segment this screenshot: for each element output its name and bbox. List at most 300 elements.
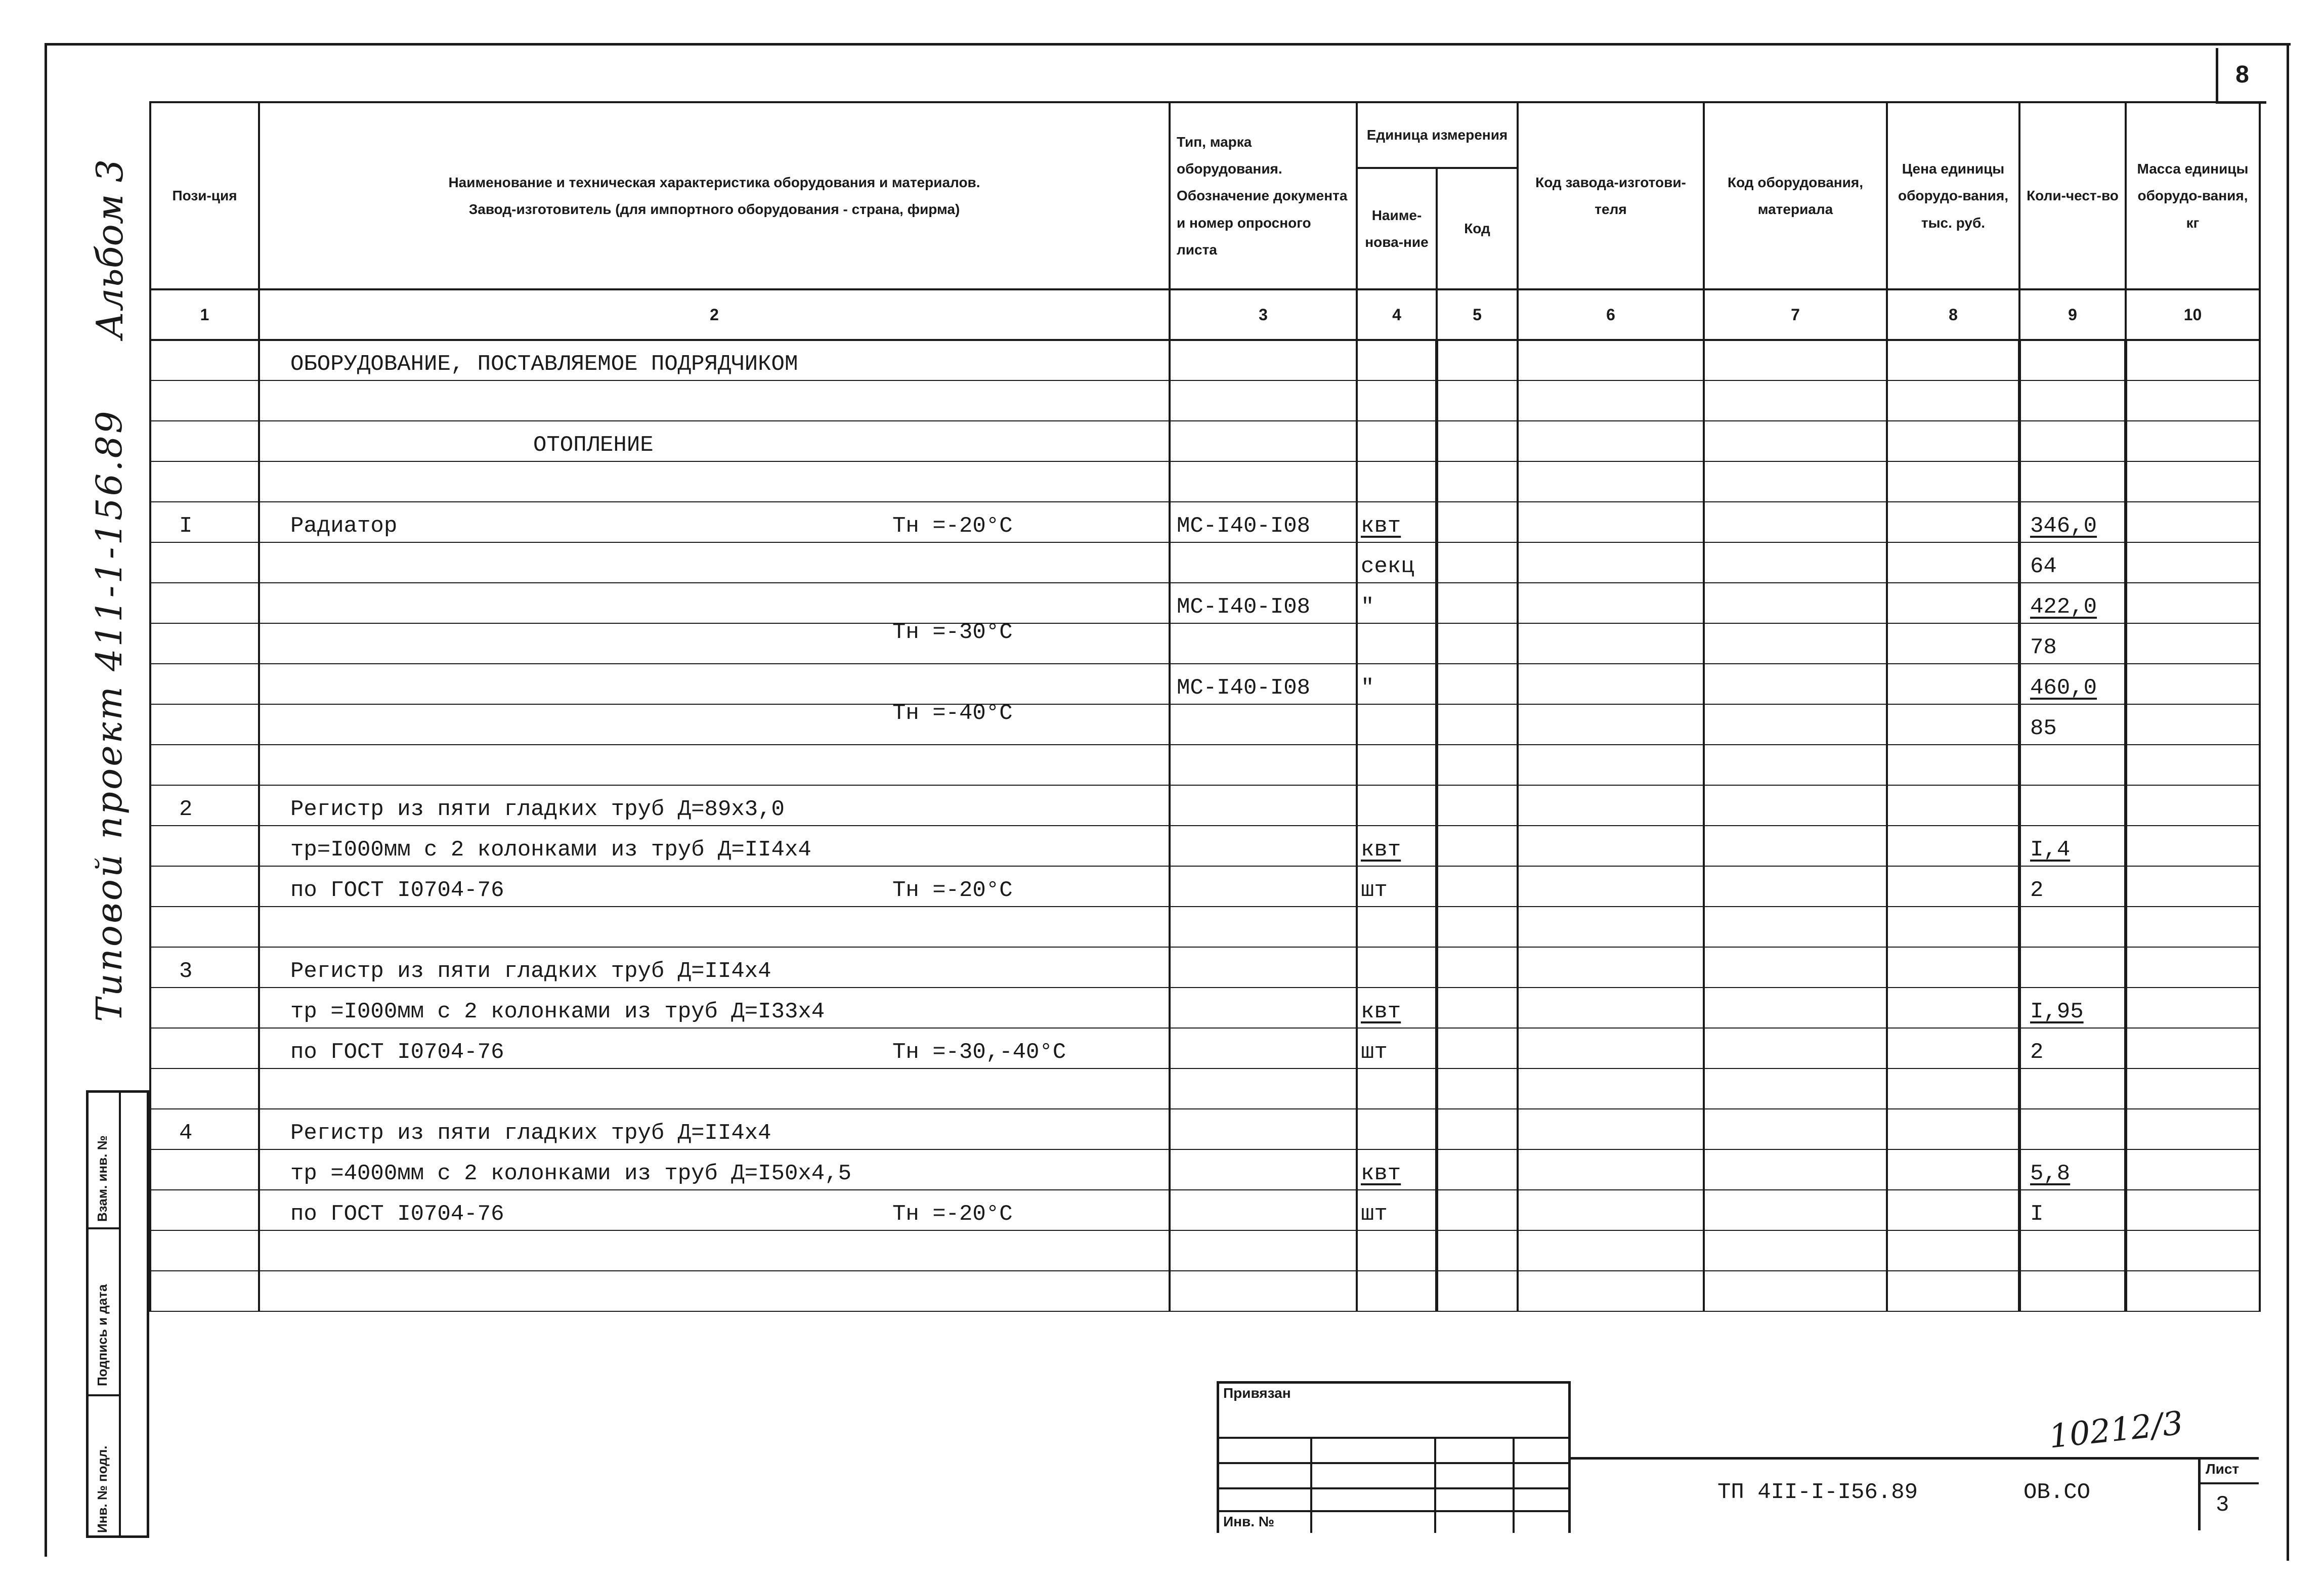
cell-factory-code	[1518, 623, 1704, 664]
cell-unit-code	[1437, 1230, 1518, 1271]
temperature-text: Тн =-20°С	[892, 878, 1013, 903]
quantity-text: I,95	[2030, 999, 2084, 1024]
cell-unit-code	[1437, 664, 1518, 704]
cell-price	[1887, 988, 2019, 1028]
cell-type	[1170, 664, 1357, 704]
cell-unit-code	[1437, 542, 1518, 583]
cell-mass	[2126, 745, 2260, 785]
cell-equipment-code	[1704, 785, 1887, 826]
header-name-line2: Завод-изготовитель (для импортного оборудования - страна, фирма)	[468, 201, 960, 217]
cell-factory-code	[1518, 340, 1704, 380]
cell-quantity	[2019, 421, 2126, 461]
cell-unit-code	[1437, 704, 1518, 745]
cell-factory-code	[1518, 542, 1704, 583]
cell-unit-code	[1437, 988, 1518, 1028]
cell-mass	[2126, 988, 2260, 1028]
cell-price	[1887, 947, 2019, 988]
table-row	[150, 502, 2260, 542]
cell-quantity	[2019, 785, 2126, 826]
temperature-text: Тн =-20°С	[892, 513, 1013, 539]
cell-quantity	[2019, 704, 2126, 745]
table-row	[150, 461, 2260, 502]
col-number: 9	[2019, 289, 2126, 340]
cell-factory-code	[1518, 826, 1704, 866]
cell-name	[259, 704, 1170, 745]
cell-quantity	[2019, 947, 2126, 988]
cell-unit	[1357, 907, 1437, 947]
cell-position	[150, 542, 259, 583]
cell-type	[1170, 785, 1357, 826]
cell-factory-code	[1518, 785, 1704, 826]
temperature-text: Тн =-30,-40°С	[892, 1040, 1066, 1065]
cell-type	[1170, 1068, 1357, 1109]
col-number: 1	[150, 289, 259, 340]
name-text: по ГОСТ I0704-76	[290, 1202, 504, 1227]
cell-unit-code	[1437, 340, 1518, 380]
cell-name	[259, 461, 1170, 502]
sheet-border-right	[2287, 43, 2289, 1561]
cell-price	[1887, 421, 2019, 461]
col-number: 7	[1704, 289, 1887, 340]
cell-mass	[2126, 866, 2260, 907]
cell-unit-code	[1437, 1149, 1518, 1190]
cell-name	[259, 907, 1170, 947]
name-text: тр =I000мм с 2 колонками из труб Д=I33х4	[290, 999, 825, 1024]
cell-name	[259, 380, 1170, 421]
cell-unit	[1357, 664, 1437, 704]
header-position: Пози-ция	[150, 102, 259, 289]
name-text: Радиатор	[290, 513, 398, 539]
cell-price	[1887, 542, 2019, 583]
sheet-label: Лист	[2206, 1461, 2240, 1477]
cell-mass	[2126, 502, 2260, 542]
name-text: тр=I000мм с 2 колонками из труб Д=II4х4	[290, 837, 811, 863]
header-mass: Масса единицы оборудо-вания, кг	[2126, 102, 2260, 289]
cell-factory-code	[1518, 907, 1704, 947]
stamp-label-inv-orig: Инв. № подл.	[95, 1445, 110, 1533]
cell-factory-code	[1518, 988, 1704, 1028]
cell-position	[150, 866, 259, 907]
cell-mass	[2126, 1028, 2260, 1068]
cell-type	[1170, 461, 1357, 502]
cell-quantity	[2019, 583, 2126, 623]
cell-mass	[2126, 1271, 2260, 1311]
tb-line	[1217, 1510, 1571, 1512]
tb-line	[1217, 1462, 1571, 1464]
cell-unit	[1357, 866, 1437, 907]
cell-equipment-code	[1704, 947, 1887, 988]
side-project-title: Типовой проект 411-1-156.89	[89, 409, 130, 1022]
table-row	[150, 1230, 2260, 1271]
table-row	[150, 947, 2260, 988]
cell-unit	[1357, 502, 1437, 542]
cell-unit-code	[1437, 461, 1518, 502]
quantity-text: 64	[2030, 554, 2057, 579]
cell-price	[1887, 745, 2019, 785]
cell-mass	[2126, 1068, 2260, 1109]
cell-quantity	[2019, 826, 2126, 866]
cell-mass	[2126, 380, 2260, 421]
cell-position	[150, 664, 259, 704]
cell-unit	[1357, 745, 1437, 785]
cell-position	[150, 785, 259, 826]
cell-type	[1170, 623, 1357, 664]
col-number: 10	[2126, 289, 2260, 340]
cell-unit	[1357, 380, 1437, 421]
cell-unit	[1357, 704, 1437, 745]
header-quantity: Коли-чест-во	[2019, 102, 2126, 289]
specification-table	[149, 101, 2261, 1312]
cell-quantity	[2019, 866, 2126, 907]
header-unit-group: Единица измерения	[1357, 102, 1518, 168]
table-row	[150, 1149, 2260, 1190]
cell-factory-code	[1518, 1068, 1704, 1109]
cell-unit	[1357, 1230, 1437, 1271]
cell-position	[150, 1190, 259, 1230]
header-equipment-code: Код оборудования, материала	[1704, 102, 1887, 289]
table-row	[150, 623, 2260, 664]
cell-type	[1170, 1271, 1357, 1311]
cell-unit-code	[1437, 866, 1518, 907]
cell-position	[150, 623, 259, 664]
cell-unit-code	[1437, 785, 1518, 826]
position-text: 3	[179, 959, 193, 984]
cell-position	[150, 421, 259, 461]
cell-unit	[1357, 583, 1437, 623]
quantity-text: I,4	[2030, 837, 2071, 863]
cell-mass	[2126, 623, 2260, 664]
table-row	[150, 988, 2260, 1028]
quantity-text: 78	[2030, 635, 2057, 660]
cell-position	[150, 988, 259, 1028]
cell-quantity	[2019, 380, 2126, 421]
cell-mass	[2126, 461, 2260, 502]
cell-quantity	[2019, 1028, 2126, 1068]
cell-quantity	[2019, 461, 2126, 502]
cell-mass	[2126, 1190, 2260, 1230]
cell-unit-code	[1437, 1190, 1518, 1230]
cell-unit	[1357, 1190, 1437, 1230]
cell-name	[259, 1068, 1170, 1109]
cell-type	[1170, 704, 1357, 745]
name-text: Регистр из пяти гладких труб Д=II4х4	[290, 1121, 771, 1146]
column-numbers-row	[150, 289, 2260, 340]
cell-name	[259, 623, 1170, 664]
cell-equipment-code	[1704, 1028, 1887, 1068]
table-row	[150, 583, 2260, 623]
cell-position	[150, 826, 259, 866]
cell-mass	[2126, 704, 2260, 745]
col-number: 5	[1437, 289, 1518, 340]
table-row	[150, 1028, 2260, 1068]
unit-text: квт	[1361, 837, 1401, 863]
cell-equipment-code	[1704, 988, 1887, 1028]
specification-body	[150, 340, 2260, 1311]
cell-name	[259, 1149, 1170, 1190]
cell-name	[259, 583, 1170, 645]
stamp-divider	[119, 1093, 121, 1535]
cell-price	[1887, 380, 2019, 421]
cell-type	[1170, 826, 1357, 866]
cell-mass	[2126, 542, 2260, 583]
cell-quantity	[2019, 1109, 2126, 1149]
cell-equipment-code	[1704, 421, 1887, 461]
table-row	[150, 785, 2260, 826]
type-text: МС-I40-I08	[1177, 513, 1311, 539]
cell-price	[1887, 907, 2019, 947]
cell-quantity	[2019, 907, 2126, 947]
name-text: по ГОСТ I0704-76	[290, 1040, 504, 1065]
table-row	[150, 1190, 2260, 1230]
cell-factory-code	[1518, 1028, 1704, 1068]
cell-name	[259, 745, 1170, 785]
cell-factory-code	[1518, 1149, 1704, 1190]
cell-factory-code	[1518, 704, 1704, 745]
table-row	[150, 542, 2260, 583]
cell-equipment-code	[1704, 1230, 1887, 1271]
type-text: МС-I40-I08	[1177, 594, 1311, 620]
cell-equipment-code	[1704, 1271, 1887, 1311]
cell-equipment-code	[1704, 461, 1887, 502]
header-name-line1: Наименование и техническая характеристика оборудования и материалов.	[448, 174, 980, 190]
cell-unit	[1357, 542, 1437, 583]
page-number: 8	[2216, 48, 2266, 104]
cell-type	[1170, 907, 1357, 947]
side-album-label: Альбом 3	[89, 159, 131, 339]
temperature-text: Тн =-40°С	[892, 701, 1013, 726]
cell-position	[150, 745, 259, 785]
cell-position	[150, 583, 259, 623]
cell-equipment-code	[1704, 1149, 1887, 1190]
cell-price	[1887, 704, 2019, 745]
cell-unit	[1357, 785, 1437, 826]
cell-quantity	[2019, 745, 2126, 785]
tb-line	[1434, 1437, 1436, 1533]
header-factory-code: Код завода-изготови-теля	[1518, 102, 1704, 289]
cell-quantity	[2019, 623, 2126, 664]
cell-equipment-code	[1704, 583, 1887, 623]
stamp-column	[86, 1090, 149, 1538]
cell-name	[259, 785, 1170, 826]
cell-equipment-code	[1704, 826, 1887, 866]
cell-quantity	[2019, 1068, 2126, 1109]
cell-type	[1170, 1028, 1357, 1068]
quantity-text: 460,0	[2030, 675, 2097, 701]
cell-price	[1887, 1068, 2019, 1109]
cell-unit	[1357, 947, 1437, 988]
tb-line	[2198, 1482, 2259, 1484]
position-text: 2	[179, 797, 193, 822]
cell-unit-code	[1437, 1068, 1518, 1109]
cell-price	[1887, 623, 2019, 664]
cell-mass	[2126, 1149, 2260, 1190]
sheet-border-top	[45, 43, 2291, 46]
tb-line	[1513, 1437, 1515, 1533]
col-number: 3	[1170, 289, 1357, 340]
cell-mass	[2126, 947, 2260, 988]
cell-position	[150, 947, 259, 988]
cell-mass	[2126, 785, 2260, 826]
cell-name	[259, 826, 1170, 866]
sheet-number: 3	[2216, 1492, 2229, 1518]
cell-equipment-code	[1704, 340, 1887, 380]
cell-quantity	[2019, 340, 2126, 380]
cell-price	[1887, 1271, 2019, 1311]
cell-name	[259, 1271, 1170, 1311]
header-price: Цена единицы оборудо-вания, тыс. руб.	[1887, 102, 2019, 289]
cell-quantity	[2019, 1149, 2126, 1190]
table-row	[150, 704, 2260, 745]
cell-factory-code	[1518, 380, 1704, 421]
cell-equipment-code	[1704, 1190, 1887, 1230]
quantity-text: 2	[2030, 878, 2044, 903]
tb-line	[1217, 1487, 1571, 1489]
cell-name	[259, 1028, 1170, 1068]
cell-position	[150, 1028, 259, 1068]
cell-position	[150, 704, 259, 745]
cell-type	[1170, 1190, 1357, 1230]
cell-position	[150, 461, 259, 502]
cell-unit	[1357, 1028, 1437, 1068]
cell-equipment-code	[1704, 1068, 1887, 1109]
temperature-text: Тн =-30°С	[892, 620, 1013, 645]
cell-mass	[2126, 1230, 2260, 1271]
cell-price	[1887, 1109, 2019, 1149]
table-row	[150, 1109, 2260, 1149]
cell-type	[1170, 421, 1357, 461]
cell-factory-code	[1518, 745, 1704, 785]
table-row	[150, 664, 2260, 704]
cell-equipment-code	[1704, 745, 1887, 785]
cell-type	[1170, 947, 1357, 988]
cell-equipment-code	[1704, 704, 1887, 745]
cell-equipment-code	[1704, 907, 1887, 947]
cell-name	[259, 1109, 1170, 1149]
unit-text: квт	[1361, 999, 1401, 1024]
cell-name	[259, 988, 1170, 1028]
cell-unit-code	[1437, 826, 1518, 866]
cell-factory-code	[1518, 1230, 1704, 1271]
header-type: Тип, марка оборудования. Обозначение документа и номер опросного листа	[1170, 102, 1357, 289]
cell-factory-code	[1518, 502, 1704, 542]
quantity-text: 346,0	[2030, 513, 2097, 539]
unit-text: шт	[1361, 1202, 1388, 1227]
cell-equipment-code	[1704, 1109, 1887, 1149]
cell-unit	[1357, 1149, 1437, 1190]
cell-unit-code	[1437, 947, 1518, 988]
cell-type	[1170, 1149, 1357, 1190]
cell-equipment-code	[1704, 380, 1887, 421]
cell-unit	[1357, 461, 1437, 502]
name-text: Регистр из пяти гладких труб Д=II4х4	[290, 959, 771, 984]
cell-unit-code	[1437, 502, 1518, 542]
cell-position	[150, 380, 259, 421]
name-text: по ГОСТ I0704-76	[290, 878, 504, 903]
cell-unit	[1357, 623, 1437, 664]
cell-mass	[2126, 340, 2260, 380]
cell-unit-code	[1437, 1028, 1518, 1068]
cell-unit-code	[1437, 745, 1518, 785]
cell-type	[1170, 745, 1357, 785]
table-row	[150, 866, 2260, 907]
cell-name	[259, 1190, 1170, 1230]
section-code: ОВ.СО	[2024, 1480, 2091, 1505]
cell-equipment-code	[1704, 866, 1887, 907]
cell-factory-code	[1518, 947, 1704, 988]
cell-quantity	[2019, 542, 2126, 583]
cell-type	[1170, 988, 1357, 1028]
name-text: ОБОРУДОВАНИЕ, ПОСТАВЛЯЕМОЕ ПОДРЯДЧИКОМ	[290, 352, 798, 377]
cell-price	[1887, 1190, 2019, 1230]
cell-price	[1887, 1230, 2019, 1271]
cell-unit-code	[1437, 907, 1518, 947]
cell-type	[1170, 502, 1357, 542]
cell-equipment-code	[1704, 623, 1887, 664]
cell-unit-code	[1437, 421, 1518, 461]
cell-unit-code	[1437, 623, 1518, 664]
cell-unit-code	[1437, 1109, 1518, 1149]
cell-unit-code	[1437, 1271, 1518, 1311]
tb-line	[1217, 1381, 1571, 1384]
cell-quantity	[2019, 1230, 2126, 1271]
cell-type	[1170, 866, 1357, 907]
tb-line	[1310, 1437, 1312, 1533]
cell-mass	[2126, 664, 2260, 704]
tb-line	[2198, 1457, 2201, 1530]
cell-quantity	[2019, 502, 2126, 542]
cell-factory-code	[1518, 1109, 1704, 1149]
cell-name	[259, 542, 1170, 583]
cell-unit	[1357, 340, 1437, 380]
unit-text: "	[1361, 675, 1374, 701]
cell-equipment-code	[1704, 664, 1887, 704]
cell-mass	[2126, 1109, 2260, 1149]
cell-mass	[2126, 583, 2260, 623]
tb-line	[1217, 1437, 1571, 1439]
cell-factory-code	[1518, 583, 1704, 623]
cell-quantity	[2019, 988, 2126, 1028]
quantity-text: 5,8	[2030, 1161, 2071, 1186]
unit-text: "	[1361, 594, 1374, 620]
cell-name	[259, 340, 1170, 380]
cell-type	[1170, 380, 1357, 421]
cell-mass	[2126, 421, 2260, 461]
cell-type	[1170, 340, 1357, 380]
cell-position	[150, 502, 259, 542]
cell-position	[150, 907, 259, 947]
cell-quantity	[2019, 664, 2126, 704]
cell-mass	[2126, 826, 2260, 866]
quantity-text: 2	[2030, 1040, 2044, 1065]
cell-price	[1887, 785, 2019, 826]
header-name	[259, 102, 1170, 289]
cell-position	[150, 1068, 259, 1109]
unit-text: секц	[1361, 554, 1414, 579]
cell-name	[259, 664, 1170, 726]
cell-unit-code	[1437, 583, 1518, 623]
cell-type	[1170, 583, 1357, 623]
cell-position	[150, 1271, 259, 1311]
quantity-text: 85	[2030, 716, 2057, 741]
cell-factory-code	[1518, 664, 1704, 704]
col-number: 8	[1887, 289, 2019, 340]
cell-price	[1887, 583, 2019, 623]
col-number: 6	[1518, 289, 1704, 340]
col-number: 2	[259, 289, 1170, 340]
cell-unit	[1357, 988, 1437, 1028]
cell-unit	[1357, 826, 1437, 866]
position-text: I	[179, 513, 193, 539]
